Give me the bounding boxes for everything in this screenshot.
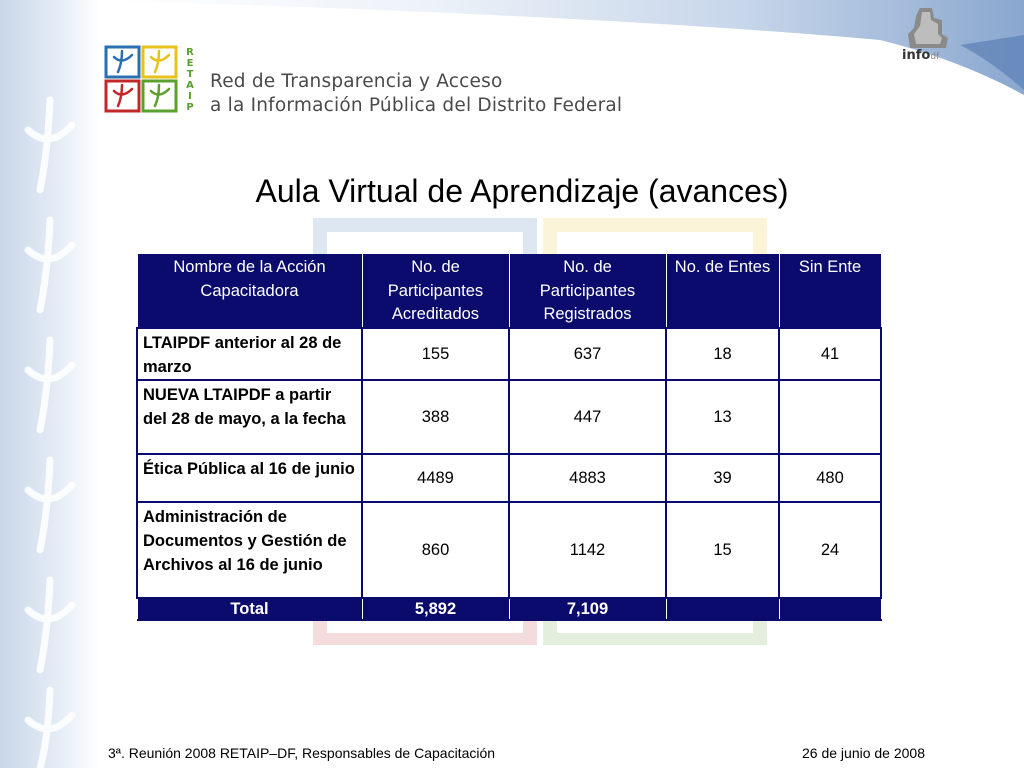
action-name-cell: NUEVA LTAIPDF a partir del 28 de mayo, a la fecha xyxy=(137,380,362,454)
table-cell: 24 xyxy=(779,502,881,598)
table-cell: 388 xyxy=(362,380,509,454)
table-total-row xyxy=(137,598,881,620)
retaip-letter: I xyxy=(188,91,192,102)
table-cell: 155 xyxy=(362,328,509,380)
table-cell xyxy=(779,380,881,454)
table-cell: 860 xyxy=(362,502,509,598)
table-cell: 18 xyxy=(666,328,779,380)
retaip-letter: P xyxy=(186,102,194,113)
footer-meeting-info: 3ª. Reunión 2008 RETAIP–DF, Responsables de Capacitación xyxy=(108,745,496,761)
table-row xyxy=(137,380,881,454)
column-header: No. de Participantes Acreditados xyxy=(362,254,509,328)
info-df-logo-icon xyxy=(898,4,958,76)
column-header: No. de Entes xyxy=(666,254,779,328)
table-row xyxy=(137,454,881,502)
total-cell: 5,892 xyxy=(362,598,509,620)
organization-name-line1: Red de Transparencia y Acceso xyxy=(210,71,503,92)
action-name-cell: Ética Pública al 16 de junio xyxy=(137,454,362,502)
retaip-logo xyxy=(104,45,200,113)
total-cell: 7,109 xyxy=(509,598,666,620)
table-row xyxy=(137,328,881,380)
footer-date: 26 de junio de 2008 xyxy=(802,745,925,761)
table-cell: 480 xyxy=(779,454,881,502)
action-name-cell: LTAIPDF anterior al 28 de marzo xyxy=(137,328,362,380)
column-header: Sin Ente xyxy=(779,254,881,328)
retaip-letter: R xyxy=(186,47,194,58)
table-cell: 1142 xyxy=(509,502,666,598)
retaip-letter: A xyxy=(186,80,194,91)
retaip-letter: T xyxy=(186,69,194,80)
column-header: Nombre de la Acción Capacitadora xyxy=(137,254,362,328)
table-cell: 15 xyxy=(666,502,779,598)
info-logo-main: info xyxy=(902,48,931,63)
action-name-cell: Administración de Documentos y Gestión de Archivos al 16 de junio xyxy=(137,502,362,598)
table-cell: 39 xyxy=(666,454,779,502)
slide-title: Aula Virtual de Aprendizaje (avances) xyxy=(255,173,789,209)
table-cell: 4489 xyxy=(362,454,509,502)
table-row xyxy=(137,502,881,598)
table-cell: 637 xyxy=(509,328,666,380)
total-cell xyxy=(779,598,881,620)
info-logo-text xyxy=(902,48,939,63)
organization-name xyxy=(210,70,622,118)
table-header-row xyxy=(137,254,881,328)
info-logo-suffix: df xyxy=(930,52,940,62)
total-label-cell: Total xyxy=(137,598,362,620)
training-progress-table xyxy=(136,254,882,621)
table-cell: 4883 xyxy=(509,454,666,502)
organization-name-line2: a la Información Pública del Distrito Federal xyxy=(210,95,623,116)
column-header: No. de Participantes Registrados xyxy=(509,254,666,328)
total-cell xyxy=(666,598,779,620)
retaip-letter: E xyxy=(186,58,194,69)
table-cell: 447 xyxy=(509,380,666,454)
table-cell: 13 xyxy=(666,380,779,454)
table-cell: 41 xyxy=(779,328,881,380)
